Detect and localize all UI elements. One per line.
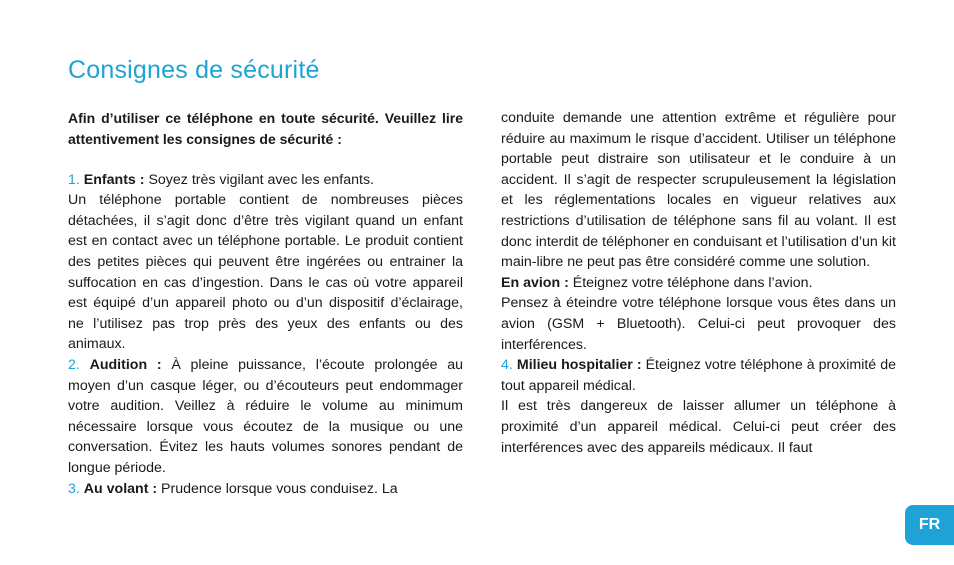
left-column bbox=[68, 108, 463, 499]
section-plane-lead bbox=[501, 273, 896, 294]
section-hospital-body: Il est très dangereux de laisser allumer un téléphone à proximité d’un appareil médical. Celui-ci peut créer des interférences avec des appareils médicaux. Il faut bbox=[501, 398, 896, 456]
section-children-body: Un téléphone portable contient de nombreuses pièces détachées, il s’agit donc d’être très vigilant quand un enfant est en contact avec un téléphone portable. Le produit contient des petites pièces qui peuvent être ingérées ou entrainer la suffocation en cas d’ingestion. Dans le cas où votre appareil est équipé d’un appareil photo ou d’un dispositif d’éclairage, ne l’utilisez pas trop près des yeux des enfants ou des animaux. bbox=[68, 192, 463, 353]
section-heading: En avion : bbox=[501, 274, 569, 291]
spacer bbox=[68, 149, 463, 170]
section-number: 1. bbox=[68, 171, 80, 188]
section-heading: Milieu hospitalier : bbox=[516, 357, 642, 374]
section-lead: Éteignez votre téléphone à proximité de tout appareil médical. bbox=[501, 357, 896, 394]
section-number: 4. bbox=[501, 357, 513, 374]
section-number: 2. bbox=[68, 356, 80, 373]
section-lead: Éteignez votre téléphone dans l’avion. bbox=[568, 274, 813, 291]
section-lead: Soyez très vigilant avec les enfants. bbox=[144, 171, 374, 188]
intro-text: Afin d’utiliser ce téléphone en toute sécurité. Veuillez lire attentivement les consignes de sécurité : bbox=[68, 110, 463, 147]
section-heading: Au volant : bbox=[83, 480, 158, 497]
language-badge: FR bbox=[905, 505, 954, 545]
section-heading: Enfants : bbox=[83, 171, 145, 188]
section-plane-body: Pensez à éteindre votre téléphone lorsque vous êtes dans un avion (GSM + Bluetooth). Celui-ci peut provoquer des interférences. bbox=[501, 295, 896, 353]
section-body: À pleine puissance, l’écoute prolongée au moyen d’un casque léger, ou d’écouteurs peut endommager votre audition. Veillez à réduire le volume au minimum nécessaire lorsque vous écoutez de la musique ou une conversation. Évitez les hauts volumes sonores pendant de longue période. bbox=[68, 356, 463, 476]
right-column bbox=[501, 108, 896, 458]
section-hearing bbox=[68, 355, 463, 479]
section-heading: Audition : bbox=[89, 356, 162, 373]
section-body: Prudence lorsque vous conduisez. La bbox=[157, 480, 398, 497]
section-hospital-lead bbox=[501, 355, 896, 396]
page-title: Consignes de sécurité bbox=[68, 56, 320, 84]
section-driving-continued: conduite demande une attention extrême et régulière pour réduire au maximum le risque d’accident. Utiliser un téléphone portable peut distraire son utilisateur et le conduire à un accident. Il s’agit de respecter scrupuleusement la législation et les réglementations locales en vigueur relatives aux restrictions d’utilisation de téléphone sans fil au volant. Il est donc interdit de téléphoner en conduisant et l’utilisation d’un kit main-libre ne peut pas être considéré comme une solution. bbox=[501, 110, 896, 271]
section-driving-start bbox=[68, 479, 463, 500]
section-number: 3. bbox=[68, 480, 80, 497]
section-children-lead bbox=[68, 170, 463, 191]
